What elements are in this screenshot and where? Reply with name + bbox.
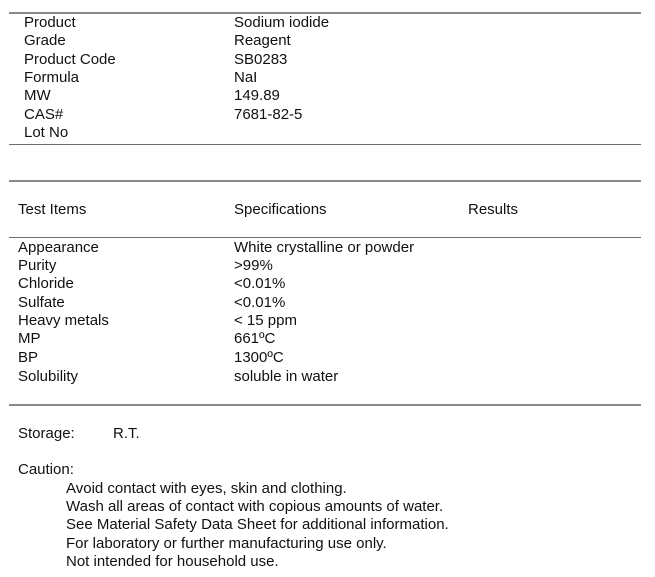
storage-value: R.T. [113, 425, 140, 442]
product-info-bottom-divider [9, 144, 641, 145]
mw-label: MW [24, 87, 51, 104]
caution-line: Avoid contact with eyes, skin and clothing. [66, 480, 347, 497]
table-row-spec: soluble in water [234, 368, 339, 385]
table-row-item: Heavy metals [18, 312, 109, 329]
product-code-label: Product Code [24, 51, 116, 68]
table-row-item: Chloride [18, 275, 74, 292]
table-row-item: Purity [18, 257, 57, 274]
storage-label: Storage: [18, 425, 75, 442]
caution-line: Not intended for household use. [66, 553, 279, 570]
product-code-value: SB0283 [234, 51, 288, 68]
table-row-item: Solubility [18, 368, 79, 385]
header-test-items: Test Items [18, 201, 87, 218]
grade-value: Reagent [234, 32, 291, 49]
table-row-item: BP [18, 349, 39, 366]
cas-label: CAS# [24, 106, 64, 123]
table-row-spec: 1300ºC [234, 349, 284, 366]
formula-label: Formula [24, 69, 80, 86]
table-bottom-divider [9, 404, 641, 406]
product-value: Sodium iodide [234, 14, 330, 31]
table-row-item: MP [18, 330, 41, 347]
table-row-spec: < 15 ppm [234, 312, 297, 329]
caution-label: Caution: [18, 461, 74, 478]
table-row-spec: <0.01% [234, 294, 286, 311]
header-specifications: Specifications [234, 201, 327, 218]
table-header-divider [9, 237, 641, 238]
caution-line: Wash all areas of contact with copious amounts of water. [66, 498, 444, 515]
cas-value: 7681-82-5 [234, 106, 303, 123]
formula-value: NaI [234, 69, 258, 86]
header-results: Results [468, 201, 519, 218]
table-row-spec: <0.01% [234, 275, 286, 292]
table-row-spec: White crystalline or powder [234, 239, 415, 256]
lot-no-label: Lot No [24, 124, 69, 141]
product-label: Product [24, 14, 76, 31]
table-row-spec: 661ºC [234, 330, 276, 347]
grade-label: Grade [24, 32, 66, 49]
caution-line: See Material Safety Data Sheet for additional information. [66, 516, 449, 533]
caution-line: For laboratory or further manufacturing use only. [66, 535, 387, 552]
table-row-item: Appearance [18, 239, 99, 256]
table-row-item: Sulfate [18, 294, 65, 311]
mw-value: 149.89 [234, 87, 280, 104]
table-row-spec: >99% [234, 257, 273, 274]
table-top-divider [9, 180, 641, 182]
